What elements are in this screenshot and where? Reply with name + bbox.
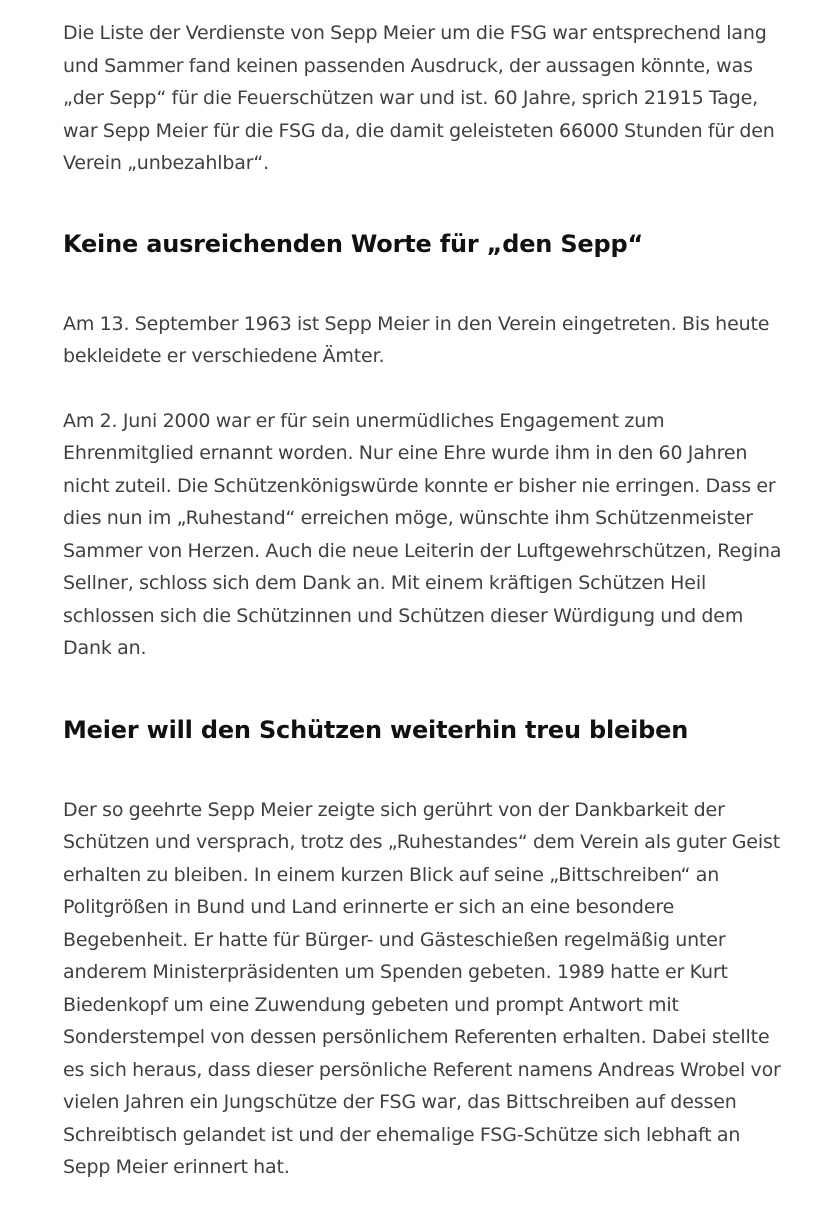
article-body [63, 17, 783, 1184]
article-paragraph: Am 13. September 1963 ist Sepp Meier in den Verein eingetreten. Bis heute bekleidete er verschiedene Ämter. [63, 312, 770, 367]
article-paragraph: Die Liste der Verdienste von Sepp Meier um die FSG war entsprechend lang und Sammer fand keinen passenden Ausdruck, der aussagen könnte, was „der Sepp“ für die Feuerschützen war und ist. 60 Jahre, sprich 21915 Tage, war Sepp Meier für die FSG da, die damit geleisteten 66000 Stunden für den Verein „unbezahlbar“. [63, 22, 775, 174]
article-paragraph: Am 2. Juni 2000 war er für sein unermüdliches Engagement zum Ehrenmitglied ernannt worden. Nur eine Ehre wurde ihm in den 60 Jahren nicht zuteil. Die Schützenkönigswürde konnte er bisher nie erringen. Dass er dies nun im „Ruhestand“ erreichen möge, wünschte ihm Schützenmeister Sammer von Herzen. Auch die neue Leiterin der Luftgewehrschützen, Regina Sellner, schloss sich dem Dank an. Mit einem kräftigen Schützen Heil schlossen sich die Schützinnen und Schützen dieser Würdigung und dem Dank an. [63, 409, 782, 659]
article-paragraph: Der so geehrte Sepp Meier zeigte sich gerührt von der Dankbarkeit der Schützen und versprach, trotz des „Ruhestandes“ dem Verein als guter Geist erhalten zu bleiben. In einem kurzen Blick auf seine „Bittschreiben“ an Politgrößen in Bund und Land erinnerte er sich an eine besondere Begebenheit. Er hatte für Bürger- und Gästeschießen regelmäßig unter anderem Ministerpräsidenten um Spenden gebeten. 1989 hatte er Kurt Biedenkopf um eine Zuwendung gebeten und prompt Antwort mit Sonderstempel von dessen persönlichem Referenten erhalten. Dabei stellte es sich heraus, dass dieser persönliche Referent namens Andreas Wrobel vor vielen Jahren ein Jungschütze der FSG war, das Bittschreiben auf dessen Schreibtisch gelandet ist und der ehemalige FSG-Schütze sich lebhaft an Sepp Meier erinnert hat. [63, 798, 781, 1178]
section-heading: Keine ausreichenden Worte für „den Sepp“ [63, 229, 644, 258]
section-heading: Meier will den Schützen weiterhin treu bleiben [63, 715, 689, 744]
